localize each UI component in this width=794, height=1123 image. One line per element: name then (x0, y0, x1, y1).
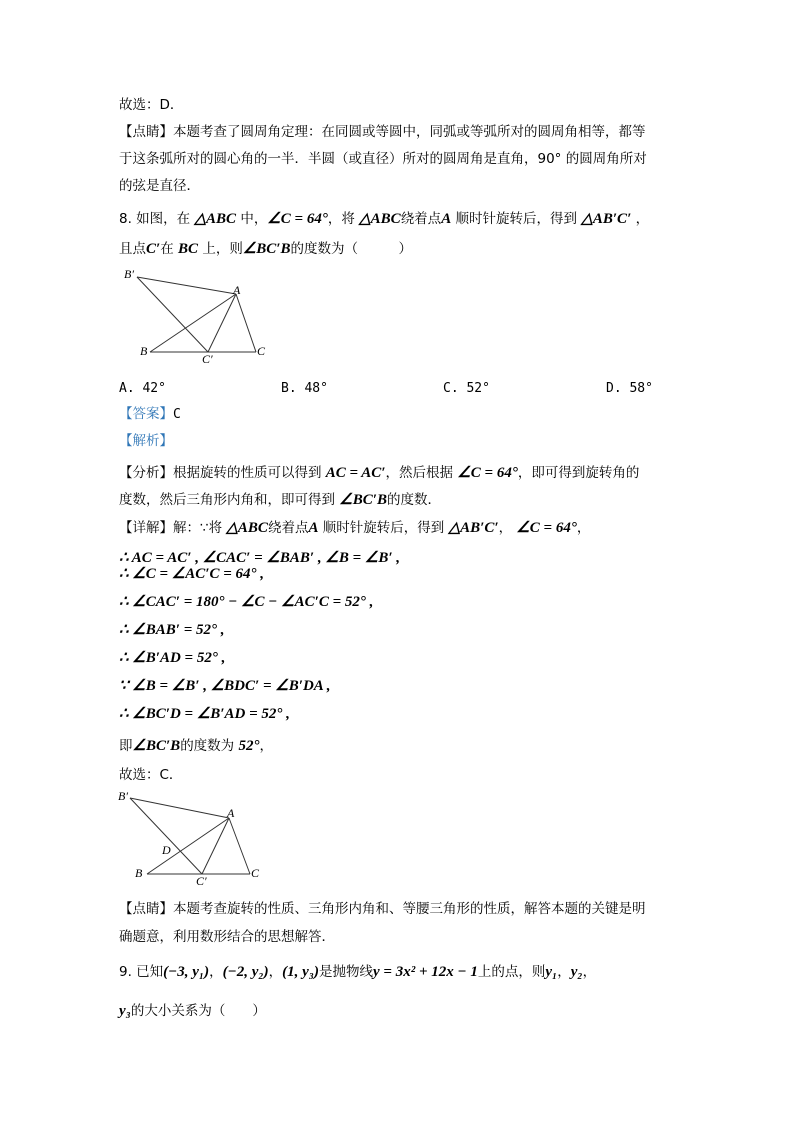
step-6: ∵ ∠B = ∠B′ , ∠BDC′ = ∠B′DA , (119, 678, 331, 694)
math: △AB′C′ (448, 520, 499, 536)
option-d[interactable]: D. 58° (606, 381, 653, 396)
math: ∠C = 64° (457, 465, 518, 481)
text: ， (498, 520, 517, 536)
text-line: 故选：D． (119, 97, 184, 113)
text: 度数，然后三角形内角和，即可得到 (119, 492, 340, 508)
math: 52° (238, 738, 260, 754)
math: y₁ (545, 964, 558, 980)
text: 是抛物线 (319, 964, 373, 980)
math: AC = AC′ (325, 465, 386, 481)
label-a: A (233, 283, 241, 297)
text: 的大小关系为（ ） (130, 1003, 266, 1019)
text-line: 的弦是直径． (119, 178, 200, 194)
text: ， (576, 520, 591, 536)
math: △ABC (226, 520, 268, 536)
math: BC (178, 241, 199, 257)
text: 【详解】解：∵将 (119, 520, 227, 536)
text: 的度数为 (180, 738, 239, 754)
math: △AB′C′ (581, 211, 632, 227)
label-a: A (227, 806, 235, 820)
text: ， (209, 964, 223, 980)
option-a[interactable]: A. 42° (119, 381, 166, 396)
text: 绕着点 (267, 520, 309, 536)
text: ， (268, 964, 283, 980)
text: ，即可得到旋转角的 (517, 465, 640, 481)
label-b-prime: B′ (118, 789, 128, 803)
label-b-prime: B′ (124, 267, 134, 281)
analysis-tag: 【解析】 (119, 433, 173, 449)
analysis-line1 (119, 464, 639, 482)
label-c: C (251, 866, 260, 880)
math: A (308, 520, 319, 536)
text: 且点 (119, 241, 146, 257)
text: 的度数为（ ） (290, 241, 413, 257)
text: 上，则 (198, 241, 243, 257)
math: △ABC (194, 211, 237, 227)
text: 上的点，则 (477, 964, 546, 980)
label-b: B (135, 866, 143, 880)
comment-line2: 确题意，利用数形结合的思想解答． (119, 929, 335, 945)
math: C′ (146, 241, 161, 257)
text: 的度数． (386, 492, 441, 508)
question-9-line2 (119, 1002, 266, 1020)
math: ∠BC′B (242, 241, 291, 257)
text: 即 (119, 738, 133, 754)
answer-value: C (173, 407, 181, 422)
text-line: 【点睛】本题考查了圆周角定理：在同圆或等圆中，同弧或等弧所对的圆周角相等，都等 (119, 124, 646, 140)
text: ，将 (327, 211, 360, 227)
step-2: ∴ ∠C = ∠AC′C = 64° , (119, 566, 265, 582)
option-b[interactable]: B. 48° (281, 381, 328, 396)
math: ∠C = 64° (267, 211, 328, 227)
math: (−2, y₂) (222, 964, 269, 980)
label-c-prime: C′ (196, 874, 207, 888)
step-3: ∴ ∠CAC′ = 180° − ∠C − ∠AC′C = 52° , (119, 594, 374, 610)
label-b: B (140, 344, 148, 358)
math: ∠BC′B (339, 492, 387, 508)
question-9-line1 (119, 963, 596, 981)
math: ∠C = 64° (516, 520, 577, 536)
conclusion-line (119, 737, 273, 755)
text: 绕着点 (400, 211, 442, 227)
analysis-line2 (119, 491, 441, 509)
detail-line1 (119, 519, 590, 537)
math: y₃ (119, 1003, 131, 1019)
math: ∠BC′B (132, 738, 181, 754)
math: y₂ (570, 964, 583, 980)
label-d: D (162, 843, 171, 857)
text: ， (557, 964, 571, 980)
choice-line: 故选：C． (119, 767, 183, 783)
math: △ABC (359, 211, 401, 227)
text: ，然后根据 (385, 465, 458, 481)
answer-tag: 【答案】 (119, 406, 173, 422)
label-c: C (257, 344, 266, 358)
step-4: ∴ ∠BAB′ = 52° , (119, 622, 225, 638)
math: (−3, y₁) (163, 964, 210, 980)
comment-line1: 【点睛】本题考查旋转的性质、三角形内角和、等腰三角形的性质，解答本题的关键是明 (119, 901, 646, 917)
answer-line (119, 405, 181, 424)
text-line: 于这条弧所对的圆心角的一半．半圆（或直径）所对的圆周角是直角，90° 的圆周角所对 (119, 151, 647, 167)
text: ， (259, 738, 273, 754)
step-5: ∴ ∠B′AD = 52° , (119, 650, 226, 666)
text: 9. 已知 (119, 964, 164, 980)
math: A (441, 211, 452, 227)
text: ， (631, 211, 650, 227)
text: 在 (160, 241, 179, 257)
text: 顺时针旋转后，得到 (318, 520, 449, 536)
step-1: ∴ AC = AC′ , ∠CAC′ = ∠BAB′ , ∠B = ∠B′ , (119, 550, 401, 566)
text: 8. 如图，在 (119, 211, 195, 227)
option-c[interactable]: C. 52° (443, 381, 490, 396)
text: 顺时针旋转后，得到 (451, 211, 582, 227)
text: 【分析】根据旋转的性质可以得到 (119, 465, 326, 481)
math: y = 3x² + 12x − 1 (373, 964, 478, 980)
text: 中， (236, 211, 268, 227)
text: ， (582, 964, 597, 980)
math: (1, y₃) (282, 964, 319, 980)
step-7: ∴ ∠BC′D = ∠B′AD = 52° , (119, 706, 290, 722)
label-c-prime: C′ (202, 352, 213, 366)
